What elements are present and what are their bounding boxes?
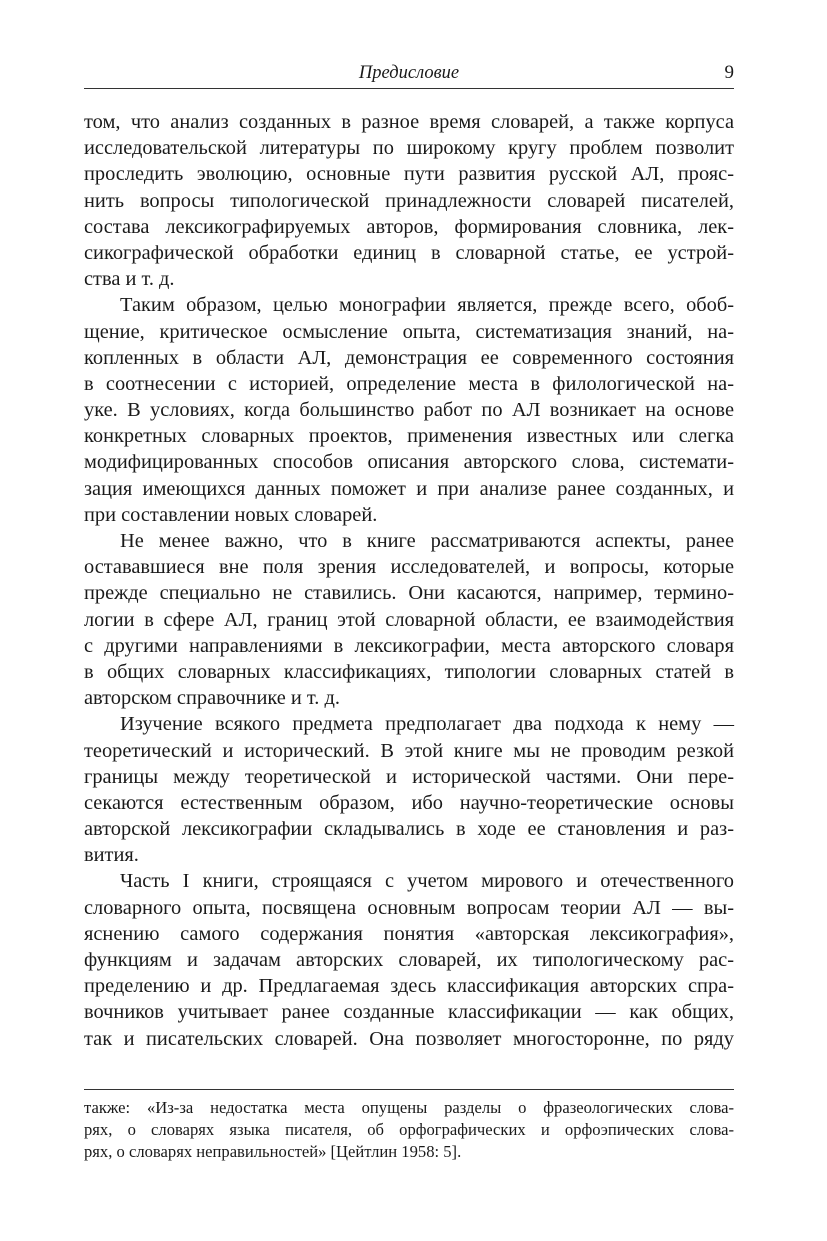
text-line: функциям и задачам авторских словарей, их типологическому рас-: [84, 949, 734, 971]
text-line: так и писательских словарей. Она позволяет многосторонне, по ряду: [84, 1027, 734, 1050]
text-line: с другими направлениями в лексикографии, места авторского словаря: [84, 634, 734, 657]
text-line: вития.: [84, 844, 139, 867]
running-head: [84, 62, 734, 86]
footnote: [84, 1097, 734, 1163]
running-title: Предисловие: [358, 63, 460, 83]
text-line: словарного опыта, посвящена основным вопросам теории АЛ — вы-: [84, 896, 734, 919]
text-line: нить вопросы типологической принадлежности словарей писателей,: [84, 189, 734, 212]
text-line: секаются естественным образом, ибо научно-теоретические основы: [84, 791, 734, 814]
footnote-line: рях, о словарях неправильностей» [Цейтлин 1958: 5].: [84, 1142, 462, 1161]
text-line: авторской лексикографии складывались в ходе ее становления и раз-: [84, 818, 734, 841]
text-line: яснению самого содержания понятия «авторская лексикография»,: [84, 922, 734, 945]
text-line: пределению и др. Предлагаемая здесь классификация авторских спра-: [84, 975, 734, 998]
paragraph-5: [84, 868, 734, 1051]
text-line: остававшиеся вне поля зрения исследователей, и вопросы, которые: [84, 556, 734, 579]
text-line: вочников учитывает ранее созданные классификации — как общих,: [84, 1001, 734, 1024]
text-line: границы между теоретической и исторической частями. Они пере-: [84, 765, 734, 788]
text-line: сикографической обработки единиц в словарной статье, ее устрой-: [84, 241, 734, 264]
text-line: авторском справочнике и т. д.: [84, 687, 340, 710]
text-line: состава лексикографируемых авторов, формирования словника, лек-: [84, 215, 734, 238]
text-line: копленных в области АЛ, демонстрация ее современного состояния: [84, 346, 734, 369]
text-line: модифицированных способов описания авторского слова, системати-: [84, 451, 734, 474]
text-line: прежде специально не ставились. Они касаются, например, термино-: [84, 582, 734, 605]
text-line: щение, критическое осмысление опыта, систематизация знаний, на-: [84, 320, 734, 343]
text-line: в общих словарных классификациях, типологии словарных статей в: [84, 660, 734, 683]
footnote-rule: [84, 1089, 734, 1090]
text-line: при составлении новых словарей.: [84, 503, 378, 526]
paragraph-4: [84, 711, 734, 868]
header-rule: [84, 88, 734, 89]
body-text: [84, 109, 734, 1052]
text-line: проследить эволюцию, основные пути развития русской АЛ, прояс-: [84, 163, 734, 186]
text-line: зация имеющихся данных поможет и при анализе ранее созданных, и: [84, 477, 734, 500]
paragraph-3: [84, 528, 734, 711]
text-line: том, что анализ созданных в разное время словарей, а также корпуса: [84, 111, 734, 133]
text-line: уке. В условиях, когда большинство работ по АЛ возникает на основе: [84, 399, 734, 422]
page-number: 9: [724, 62, 734, 83]
footnote-line: рях, о словарях языка писателя, об орфографических и орфоэпических слова-: [84, 1120, 734, 1139]
paragraph-2: [84, 292, 734, 528]
text-line: в соотнесении с историей, определение места в филологической на-: [84, 372, 734, 395]
text-line: Не менее важно, что в книге рассматриваются аспекты, ранее: [120, 530, 734, 552]
text-line: теоретический и исторический. В этой книге мы не проводим резкой: [84, 739, 734, 762]
text-line: Изучение всякого предмета предполагает два подхода к нему —: [120, 713, 734, 736]
text-line: ства и т. д.: [84, 268, 175, 291]
paragraph-1: [84, 109, 734, 292]
text-line: исследовательской литературы по широкому кругу проблем позволит: [84, 137, 734, 160]
footnote-line: также: «Из-за недостатка места опущены разделы о фразеологических слова-: [84, 1098, 734, 1117]
text-line: Часть I книги, строящаяся с учетом мирового и отечественного: [120, 870, 734, 893]
text-line: логии в сфере АЛ, границ этой словарной области, ее взаимодействия: [84, 608, 734, 631]
text-line: конкретных словарных проектов, применения известных или слегка: [84, 425, 734, 448]
text-line: Таким образом, целью монографии является, прежде всего, обоб-: [120, 294, 734, 317]
